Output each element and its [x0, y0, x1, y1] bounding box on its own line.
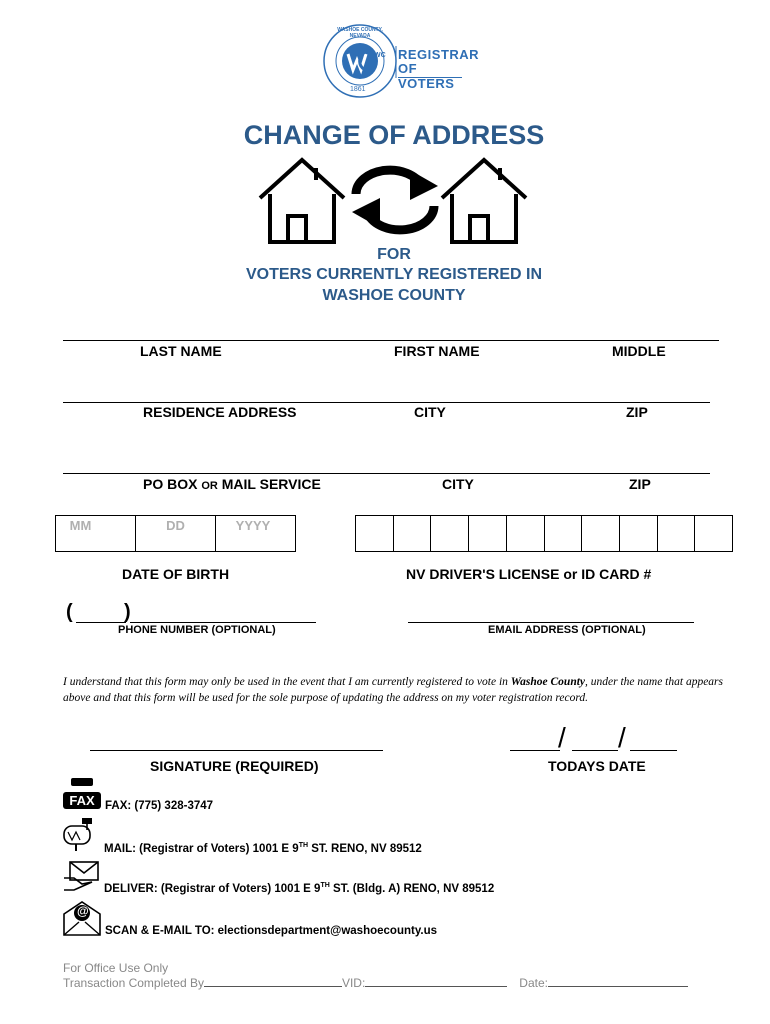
phone-close-paren: ): [124, 601, 131, 623]
zip-label: ZIP: [626, 404, 648, 420]
seal-ring-text: WASHOE COUNTY, NEVADA: [337, 27, 383, 39]
logo-of-voters-text: OF VOTERS: [398, 61, 455, 91]
license-digit-box[interactable]: [544, 515, 583, 552]
attestation-statement: [63, 674, 733, 706]
seal-monogram: WC: [374, 52, 386, 59]
license-digit-box[interactable]: [694, 515, 733, 552]
fax-icon-text: FAX: [63, 792, 101, 809]
dob-day-placeholder: DD: [166, 518, 185, 533]
dob-year-box[interactable]: [215, 515, 296, 552]
mailing-line[interactable]: [63, 473, 710, 474]
date-day-line[interactable]: [572, 750, 618, 751]
refresh-arrows-icon: [352, 170, 438, 230]
deliver-text-b: ST. (Bldg. A) RENO, NV 89512: [329, 882, 495, 895]
office-date-label: Date:: [519, 976, 548, 990]
zip2-label: ZIP: [629, 476, 651, 492]
mail-text: [104, 842, 422, 855]
phone-line[interactable]: [130, 622, 316, 623]
email-line[interactable]: [408, 622, 694, 623]
house-icon-left: [260, 160, 344, 242]
statement-county: Washoe County: [510, 676, 586, 688]
license-digit-box[interactable]: [506, 515, 545, 552]
fax-text: FAX: (775) 328-3747: [105, 800, 214, 812]
license-digit-box[interactable]: [619, 515, 658, 552]
deliver-text-sup: TH: [320, 882, 330, 889]
scan-email-text: SCAN & E-MAIL TO: electionsdepartment@washoecounty.us: [105, 925, 437, 937]
logo-registrar-text: REGISTRAR: [398, 47, 480, 62]
todays-date-label: TODAYS DATE: [548, 758, 646, 774]
deliver-text-a: DELIVER: (Registrar of Voters) 1001 E 9: [104, 882, 321, 895]
seal-year: 1861: [350, 86, 366, 93]
date-slash-2: /: [618, 722, 626, 753]
office-date-line[interactable]: [548, 986, 688, 987]
mail-text-a: MAIL: (Registrar of Voters) 1001 E 9: [104, 842, 299, 855]
dob-day-box[interactable]: [135, 515, 216, 552]
license-digit-box[interactable]: [393, 515, 432, 552]
office-use-row: [63, 976, 688, 990]
area-code-line[interactable]: [76, 622, 126, 623]
date-of-birth-label: DATE OF BIRTH: [122, 566, 230, 582]
subtitle-for: FOR: [377, 246, 411, 263]
license-digit-box[interactable]: [355, 515, 394, 552]
mail-text-sup: TH: [298, 842, 309, 849]
change-address-graphic: [256, 154, 532, 246]
license-digit-box[interactable]: [430, 515, 469, 552]
city2-label: CITY: [442, 476, 474, 492]
po-box-label: [143, 476, 321, 492]
license-digit-box[interactable]: [581, 515, 620, 552]
office-use-title: For Office Use Only: [63, 961, 169, 975]
po-box-or: OR: [201, 480, 218, 492]
license-digit-box[interactable]: [468, 515, 507, 552]
statement-part2: , under the name that appears above and that this form will be used for the sole purpose of updating the address on my voter registration record.: [63, 676, 723, 704]
statement-part1: I understand that this form may only be used in the event that I am currently registered to vote in: [63, 676, 511, 688]
form-title: CHANGE OF ADDRESS: [243, 120, 545, 150]
mail-service-text: MAIL SERVICE: [217, 476, 321, 492]
email-icon-at: @: [77, 904, 89, 918]
date-year-line[interactable]: [630, 750, 677, 751]
email-label: EMAIL ADDRESS (OPTIONAL): [488, 624, 646, 636]
dob-month-placeholder: MM: [69, 518, 92, 533]
email-icon: [63, 900, 101, 936]
signature-label: SIGNATURE (REQUIRED): [150, 758, 319, 774]
mailbox-icon: [62, 816, 102, 852]
transaction-label: Transaction Completed By: [63, 976, 204, 990]
name-line[interactable]: [63, 340, 719, 341]
first-name-label: FIRST NAME: [394, 343, 480, 359]
po-box-text: PO BOX: [143, 476, 202, 492]
license-digit-box[interactable]: [657, 515, 696, 552]
registrar-logo: [322, 22, 480, 102]
subtitle-county: WASHOE COUNTY: [322, 287, 466, 304]
dob-month-box[interactable]: [55, 515, 136, 552]
date-slash-1: /: [558, 722, 566, 753]
signature-line[interactable]: [90, 750, 383, 751]
vid-label: VID:: [341, 976, 366, 990]
transaction-line[interactable]: [204, 986, 342, 987]
house-icon-right: [442, 160, 526, 242]
phone-label: PHONE NUMBER (OPTIONAL): [118, 624, 276, 636]
phone-open-paren: (: [66, 601, 73, 623]
date-month-line[interactable]: [510, 750, 560, 751]
residence-line[interactable]: [63, 402, 710, 403]
residence-address-label: RESIDENCE ADDRESS: [143, 404, 297, 420]
license-boxes[interactable]: [355, 515, 733, 552]
subtitle-voters: VOTERS CURRENTLY REGISTERED IN: [245, 266, 543, 283]
mail-text-b: ST. RENO, NV 89512: [308, 842, 422, 855]
dob-year-placeholder: YYYY: [235, 518, 271, 533]
city-label: CITY: [414, 404, 446, 420]
envelope-hand-icon: [62, 858, 102, 892]
fax-icon: [63, 778, 101, 810]
license-label: NV DRIVER'S LICENSE or ID CARD #: [406, 566, 652, 582]
vid-line[interactable]: [365, 986, 507, 987]
middle-label: MIDDLE: [612, 343, 666, 359]
deliver-text: [104, 882, 494, 895]
last-name-label: LAST NAME: [140, 343, 222, 359]
